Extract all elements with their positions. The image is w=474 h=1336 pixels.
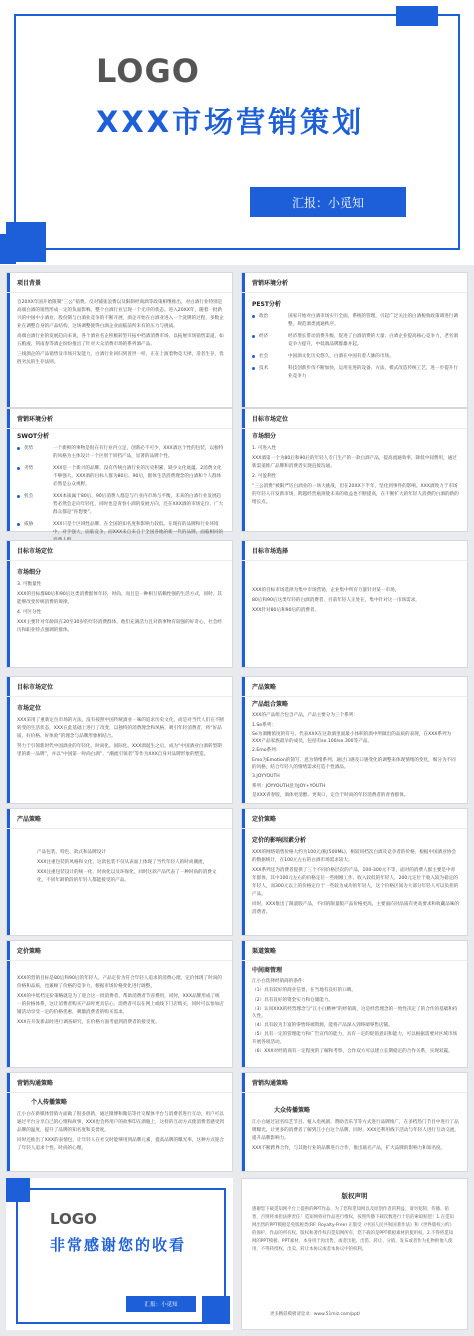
paragraph: XXX的产品组合包含产品，产品主要分为三个系列： [252,713,358,719]
paragraph: “三公消费”被限严厉白酒业的一场大挑战，但在20XX下半年，坚化到事件的影响。XXX酒致力于市场的年轻人开发新市场，跨越经营瓶颈使未来的收益也不断提高，在不断扩大的年轻人消费的白酒的新的增长点。 [252,484,459,505]
paragraph: XXX注重包装的风格和文化，这款包装不仅从表面上体现了当代年轻人的时尚潮流， [37,860,208,865]
section-subtitle: SWOT分析 [17,433,50,440]
section-subtitle: 中间商管理 [252,967,283,974]
paragraph: XXX的目标群80后和90后这类消费群体年轻，时尚、而且是一种相互依赖性强的生活方式，同时，其能够改变传统消费的规律。 [17,592,222,605]
card-header: 目标市场定位 [7,677,232,697]
card-body [17,975,224,1029]
section-subtitle: 大众传播策略 [274,1107,311,1114]
card-header: 目标市场定位 [242,409,467,429]
card-header: 目标市场选择 [242,541,467,561]
item-value: 一个新鲜的事物是很在有行业内立足，创新必不可少，XXX酒这个性的包装，以独特的风格为主体设计一个区别于同档产品，显著的品牌个性。 [53,446,224,459]
card-header: 目标市场定位 [7,541,232,561]
list-item: 3. 可衡量性 [17,582,42,587]
item-key: 技术 [259,366,269,371]
item-key: 威胁 [24,522,34,527]
paragraph: 江小白在新媒体营销方面做了很多创新，通过微博和微信等社交媒体平台与消费者进行互动，用户可以通过平台分享自己的心情和故事，XXX也会将用户的故事印在酒瓶上，这样的互动方式使消费者感受到品牌的温度，提升了品牌的知名度和美誉度。 [17,1112,224,1133]
bullet-icon [252,315,255,318]
card-body [252,299,459,385]
card-channel-strategy [241,940,468,1068]
list-item [252,365,459,381]
card-body [252,965,459,1057]
list-item: 1. 可进入性 [252,446,277,451]
item-value: XXX本质属于80后、90后消费人群是与行业内市场与平衡，未来的白酒行业发展趋势必然会走向年轻化，同时也是青春小酒的发展方向，还在XXX酒的市场定位、广大群众都是“你想要”。 [53,494,224,515]
paragraph: XXX不断跨界合作，与其他行业的品牌进行合作，推出联名产品，扩大品牌的影响力和知名度。 [252,1146,446,1151]
card-personal-communication [6,1072,233,1172]
logo: LOGO [50,1210,97,1228]
copyright-text: 感谢您下载觅知网平台上提供的PPT作品，为了您和觅知网以及原创作者的利益，请勿复制、传播、销售，否则将承担法律责任！觅知网将对作品进行维权，按照传播下载次数进行十倍的索取赔偿！1.在觅知网出售的PPT模板是免版税类(RF: Royalty-Free) 正版受《中国人民共和国著作法》和《世界版权公约》的保护，作品的所有权、版权和著作权归觅知网所有，您下载的是PPT模板素材的使用权。2.不得将觅知网的PPT模板、PPT素材，本身用于再出售，或者出租、出借、转让、分销、发布或者作为礼物供他人使用，不得转授权、出卖、转让本协议或者本协议中的权利。 [252,1207,454,1252]
paragraph: XXX的营销目标是80后和90后的年轻人，产品定价为符合年轻人追求的消费心理，定价体现了时尚的价格和品质，也兼顾了价格的竞争力，根据市场价格变化进行调整。 [17,976,222,989]
list-item: 2. 可盈利性 [252,474,277,479]
copyright-card [241,1178,468,1330]
card-market-segmentation-2 [6,540,233,668]
list-item: （2）具有良好的资金实力和仓储能力。 [252,997,334,1003]
item-key: 机会 [24,494,34,499]
list-item [17,445,224,461]
item-value: 中国酒文化历史悠久，白酒在中国有着人脉的市场。 [288,354,394,359]
paragraph: 同时还推出了XXX的表情包，让年轻人在社交时能够用到品牌元素，提高品牌的曝光率，这种方式迎合了年轻人追求个性、时尚的心理。 [17,1138,224,1151]
accent-square [6,1178,30,1202]
card-body [17,703,224,761]
section-subtitle: 市场细分 [17,569,42,576]
card-body [37,849,224,887]
accent-square [0,234,16,264]
card-header: 渠道策略 [242,941,467,961]
bullet-icon [252,355,255,358]
card-header: 营销环境分析 [242,273,467,293]
card-body [17,431,224,549]
paragraph: 努力于引领新时代中国酒业的年轻化、时尚化、国际化。XXX酒诞生之后，成为“中国酒业白酒转型期里的新一品牌”，并以“中国第一时尚白酒”、“潮流引领者”等作为XXX自身对品牌形象的塑造。 [17,744,222,757]
item-key: 优势 [24,446,34,451]
section-subtitle: PEST分析 [252,301,281,308]
card-header: 营销沟通策略 [242,1073,467,1093]
bullet-icon [17,495,20,498]
bullet-icon [252,367,255,370]
card-header: 产品策略 [242,677,467,697]
list-item: （5）具有一定的管理能力和广告宣传的能力，具有一定的促销意识和能力，可以根据需要对区域市场开展各项活动。 [252,1032,458,1045]
paragraph: Emo为Emotion的简写，意为情绪系列，通过口感及口感变化的调整来体现情绪的变化，细分为不同的风格，结合年轻人的情绪需求打造个性酒品。 [252,757,456,771]
bullet-icon [17,523,20,526]
paragraph: XXX酒第一个为80后和90后的年轻人专门生产的一款白酒产品，提高流通效率，降低中间费用，通过新渠道推广品牌和消费者实现直接沟通。 [252,456,457,469]
list-item: 3.JOYYOUTH [252,774,280,780]
paragraph: Se为酒精浓度的符号，代表XXX在这款酒里面最小体积的酒中所做出的品质的表现，在XXX系列为XXX产品家族最早的成员，包括有se.100/se.300等产品。 [252,731,452,745]
item-key: 经济 [259,334,269,339]
paragraph: 自20XX年国开始限制“三公”销费。反对铺张浪费以及限制经商酒等政策相继推出，对白酒行业特别是高端白酒的销售形成一定的负面影响。整个白酒行业呈现一个无序的状态。进入20XX年，随着一批新兴的中国中小酒业、股份制与白酒业竞争的不断开展，酒企开始在白酒业进入一个洗牌的过程，多数企业在调整自身的产品结构，这场调整使得白酒企业面临前所未有的压力与挑战。 [17,300,224,329]
list-item: 2.Emo系列： [252,748,281,754]
paragraph: 同时，XXX推出了限量版产品，不同的限量版产品价格更高，主要面向对品质有更高要求和收藏品味的消费者。 [252,902,459,915]
list-item [252,333,459,349]
item-value: XXX只是个区域性品牌，在全国的知名度和影响力较低。在现有的品牌和行业环境中，对手强大，面临竞争，而XXX来自来自于全国各地的新一代的品牌，面临相同的 [53,522,224,535]
thanks-title: 非常感谢您的收看 [50,1236,187,1254]
paragraph: XXX主要针对年龄段在20至30岁的年轻消费群体，他们充满活力且对新事物有较强的好奇心，社会经历和职业特点强调的群体。 [17,620,222,633]
paragraph: XXX针对80后和90后的消费者。 [252,608,320,613]
paragraph: XXX注重包装设计的统一化、时尚化以及环保化，同时这款产品代表了一种时尚的消费文化，不同年龄阶段的年轻人都能接受的产品。 [37,870,217,883]
list-item: （6）XXX对经销商有一定程度的了解和考察，合作双方可以建立长期稳定的合作关系，实现双赢。 [252,1048,453,1054]
accent-square [202,1296,230,1324]
accent-square [396,6,438,26]
card-product-mix [241,676,468,804]
card-project-background [6,272,233,408]
card-header: 定价策略 [242,809,467,829]
cover-slide [0,0,474,265]
card-mass-communication [241,1072,468,1172]
item-key: 劣势 [24,466,34,471]
card-body [17,1097,224,1155]
paragraph: 江小白选择经销商的条件： [252,979,308,985]
paragraph: 三线酒企的产品销售及市场开发能力，白酒行业回归到普世一样，正在上演着物竞天择，适者生存，优胜劣汰的生存法则。 [17,352,224,365]
card-product-strategy [6,808,233,936]
paragraph: 江小白通过冠名综艺节目、植入电视剧、赞助音乐节等方式进行品牌推广，在多档热门节目中进行了品牌曝光，让更多的消费者了解到江小白这个品牌，同时，XXX还利用线下活动与年轻人进行互动交流，提升品牌影响力。 [252,1120,459,1141]
card-body [17,567,224,637]
paragraph: XXX采用了重新定位市场的方法，没有按照中国传统酒业一味的追求历史文化，而是对当代人们在不断转变的生活状态，XXX在此基础上进行了改变，以独特的消费理念和风格，吸引年轻消费者，将“好品质、好价格、好体验”的理念与品牌形象相结合。 [17,718,224,739]
paragraph: XXX系列还为消费者提供了三个不同价格层次的产品，100-300元不等，面对的消费人群主要是中青年群体，其中100元左右的价格定位一些刚刚工作、收入较低的年轻人，200元定位于收入较为稳定的年轻人，而300元以上的价格定位于一些较为成功的年轻人，这个价格区间为大部分年轻人可以负担的产品。 [252,868,459,897]
list-item [252,353,459,361]
item-value: 国家开始对白酒市场实行全面、系统的管理，引起广泛关注的白酒税收政策调进行调整，规范酒类流通秩序。 [288,314,458,327]
page-title: XXX市场营销策划 [96,105,365,139]
paragraph: 系列：JOYYOUTH意为JOY+YOUTH [252,783,326,789]
list-item: （3）认同XXX的经营理念与“江小白精神”的经销商，这是经营理念的一致性决定了的合作的基础和持久性。 [252,1006,458,1020]
card-market-positioning [6,676,233,804]
list-item: （4）具有较为丰富的零售终端资源，能将产品深入到终端零售店铺。 [252,1023,393,1029]
item-key: 政治 [259,314,269,319]
bullet-icon [17,447,20,450]
card-market-segmentation [241,408,468,532]
section-subtitle: 市场细分 [252,433,277,440]
logo: LOGO [96,52,200,90]
card-body [252,1105,459,1155]
copyright-title: 版权声明 [341,1192,368,1200]
card-body [252,699,459,801]
item-value: XXX是一个新兴的品牌，没有传统白酒行业的历史积累，缺少文化底蕴。2消费文化不够强大。XXX酒的目标人群为80后、90后，群体生活消费理念的白酒和个人群体必然是公众视野。 [53,466,222,487]
card-pest [241,272,468,408]
card-body [252,431,459,509]
paragraph: 产品包装、特色、款式和品牌设计 [37,850,106,855]
card-header: 定价策略 [7,941,232,961]
section-subtitle: 定价的影响因素分析 [252,837,307,844]
paragraph: XXX的网络销售价格大约为100元/瓶(500ML)，相较同档次白酒及竞争者的价格，根据中国酒业协会的数据统计，在100元左右的白酒市场需求较大。 [252,850,457,863]
paragraph: XXX的中低档定价策略就是为了迎合这一批消费者，帮助消费者节省费用，同时，XXX品牌形成了统一的价格体系，这让消费者购买产品时更具信心，消费者可以在网上或线下门店购买，同时可以参加店铺活动享受一定的价格优惠，刺激消费者的购买需求。 [17,994,224,1015]
card-pricing-strategy [6,940,233,1068]
paragraph: 80后和90后这类年轻的白酒消费者，目前年轻人正处在，集中针对这一市场需求， [252,598,420,603]
list-item [17,465,224,489]
item-value: 经济增长带动消费升级，促进了白酒消费的大量；白酒企业提高核心竞争力，老名酒竞争力提升，中低端品牌群雄并起。 [288,334,458,347]
list-item [17,493,224,517]
card-body [252,835,459,919]
card-header: 营销沟通策略 [7,1073,232,1093]
card-header: 产品策略 [7,809,232,829]
card-pricing-factors [241,808,468,936]
item-value: 科技创新步伐不断加快，运用先进的设备、方法，模式改造传统工艺，进一步提升行业竞争力 [288,366,458,379]
reporter-badge: 汇报：小觅知 [250,187,406,217]
paragraph: XXX的目标市场选择为集中市场营销，企业集中所有力量针对某一市场， [252,588,400,593]
paragraph: 是XXX青春版，酒体更清醇、更爽口，定位于时尚的年轻消费者的青春群体。 [252,792,409,798]
list-item: 1.Se系列： [252,722,276,728]
card-swot [6,408,233,535]
bullet-icon [252,335,255,338]
closing-slide [6,1178,233,1330]
accent-bar [7,273,10,407]
section-subtitle: 产品组合策略 [252,701,289,708]
section-subtitle: 个人传播策略 [31,1099,68,1106]
card-header: 营销环境分析 [7,409,232,429]
card-target-market-selection [241,540,468,668]
more-templates-link[interactable]: 更多精彩模板请登录：www.51miz.com/ppt/ [270,1312,361,1317]
card-header: 项目背景 [7,273,232,293]
list-item: （1）具有较好的商业信誉，在当地有良好的口碑。 [252,988,356,994]
paragraph: 高端白酒行业的发展趋向来说，各个酒业名企积极转型开拓中档酒消费市场，以拓展市场销售渠道，如五粮液、剑南春等酒企纷纷推出了针对大众消费市场的系列酒产品。 [17,334,224,347]
bullet-icon [17,467,20,470]
list-item: 4. 可区分性 [17,610,42,615]
section-subtitle: 市场定位 [17,705,42,712]
item-key: 社会 [259,354,269,359]
reporter-badge: 汇报：小觅知 [126,1296,196,1312]
list-item [252,313,459,329]
card-body [17,299,224,369]
paragraph: XXX在开发新品时进行调查研究，在价格方面考虑到消费者的接受度。 [17,1020,160,1025]
card-body [252,587,459,617]
accent-bar [242,273,245,407]
